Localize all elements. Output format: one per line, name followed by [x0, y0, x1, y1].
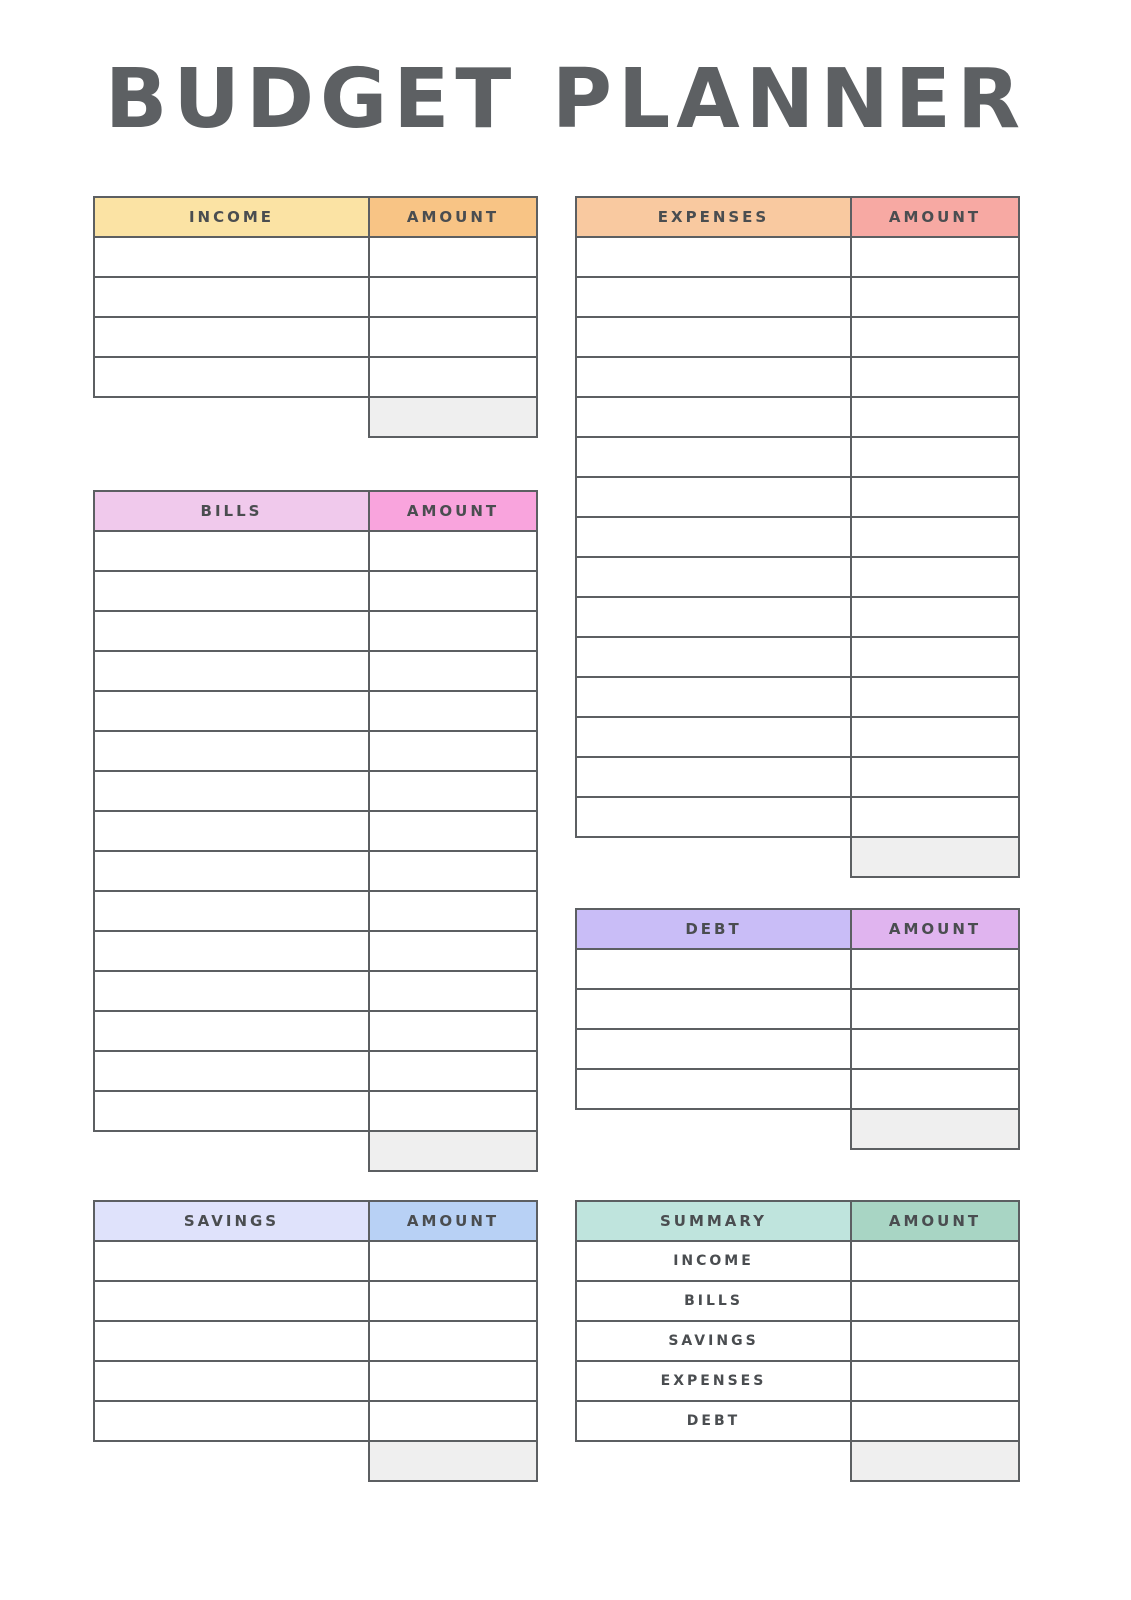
- savings-amount-cell[interactable]: [369, 1321, 537, 1361]
- expenses-amount-cell[interactable]: [851, 637, 1019, 677]
- table-row[interactable]: [576, 1321, 1019, 1361]
- table-row[interactable]: [576, 757, 1019, 797]
- income-name-cell[interactable]: [94, 237, 369, 277]
- summary-row-label-expenses: EXPENSES: [576, 1361, 851, 1401]
- bills-amount-cell[interactable]: [369, 611, 537, 651]
- income-amount-cell[interactable]: [369, 317, 537, 357]
- savings-table: [93, 1200, 538, 1482]
- bills-amount-cell[interactable]: [369, 691, 537, 731]
- table-row[interactable]: [94, 1321, 537, 1361]
- summary-table: [575, 1200, 1020, 1482]
- summary-header-amount: AMOUNT: [851, 1201, 1019, 1241]
- bills-amount-cell[interactable]: [369, 731, 537, 771]
- summary-amount-cell-expenses[interactable]: [851, 1361, 1019, 1401]
- table-row[interactable]: [94, 1401, 537, 1441]
- summary-amount-cell-income[interactable]: [851, 1241, 1019, 1281]
- table-header-row: [94, 197, 537, 237]
- savings-header-label: SAVINGS: [94, 1201, 369, 1241]
- expenses-name-cell[interactable]: [576, 237, 851, 277]
- table-row[interactable]: [576, 1281, 1019, 1321]
- table-row[interactable]: [94, 771, 537, 811]
- summary-amount-cell-savings[interactable]: [851, 1321, 1019, 1361]
- bills-amount-cell[interactable]: [369, 651, 537, 691]
- bills-name-cell[interactable]: [94, 891, 369, 931]
- income-amount-cell[interactable]: [369, 237, 537, 277]
- expenses-name-cell[interactable]: [576, 357, 851, 397]
- table-row[interactable]: [576, 1361, 1019, 1401]
- expenses-amount-cell[interactable]: [851, 357, 1019, 397]
- expenses-amount-cell[interactable]: [851, 517, 1019, 557]
- table-row[interactable]: [576, 1401, 1019, 1441]
- expenses-amount-cell[interactable]: [851, 477, 1019, 517]
- income-name-cell[interactable]: [94, 277, 369, 317]
- bills-header-label: BILLS: [94, 491, 369, 531]
- summary-row-label-savings: SAVINGS: [576, 1321, 851, 1361]
- expenses-name-cell[interactable]: [576, 717, 851, 757]
- expenses-name-cell[interactable]: [576, 597, 851, 637]
- summary-row-label-debt: DEBT: [576, 1401, 851, 1441]
- bills-amount-cell[interactable]: [369, 1051, 537, 1091]
- table-row[interactable]: [94, 1241, 537, 1281]
- expenses-amount-cell[interactable]: [851, 437, 1019, 477]
- savings-amount-cell[interactable]: [369, 1361, 537, 1401]
- table-row[interactable]: [94, 237, 537, 277]
- table-row[interactable]: [94, 731, 537, 771]
- table-total-row[interactable]: [94, 1131, 537, 1171]
- debt-name-cell[interactable]: [576, 989, 851, 1029]
- table-row[interactable]: [576, 557, 1019, 597]
- bills-name-cell[interactable]: [94, 1091, 369, 1131]
- savings-amount-cell[interactable]: [369, 1241, 537, 1281]
- spacer-cell: [94, 1131, 369, 1171]
- table-row[interactable]: [94, 531, 537, 571]
- table-header-row: [94, 491, 537, 531]
- table-row[interactable]: [576, 797, 1019, 837]
- bills-name-cell[interactable]: [94, 611, 369, 651]
- expenses-name-cell[interactable]: [576, 437, 851, 477]
- expenses-amount-cell[interactable]: [851, 237, 1019, 277]
- savings-name-cell[interactable]: [94, 1241, 369, 1281]
- spacer-cell: [94, 397, 369, 437]
- table-total-row[interactable]: [576, 837, 1019, 877]
- summary-total-cell[interactable]: [851, 1441, 1019, 1481]
- expenses-name-cell[interactable]: [576, 757, 851, 797]
- expenses-total-cell[interactable]: [851, 837, 1019, 877]
- expenses-name-cell[interactable]: [576, 797, 851, 837]
- table-total-row[interactable]: [94, 1441, 537, 1481]
- table-total-row[interactable]: [576, 1441, 1019, 1481]
- table-row[interactable]: [576, 597, 1019, 637]
- table-row[interactable]: [576, 677, 1019, 717]
- expenses-name-cell[interactable]: [576, 677, 851, 717]
- debt-amount-cell[interactable]: [851, 949, 1019, 989]
- bills-name-cell[interactable]: [94, 691, 369, 731]
- debt-name-cell[interactable]: [576, 1029, 851, 1069]
- table-row[interactable]: [94, 1281, 537, 1321]
- table-row[interactable]: [576, 437, 1019, 477]
- expenses-name-cell[interactable]: [576, 637, 851, 677]
- debt-amount-cell[interactable]: [851, 989, 1019, 1029]
- bills-name-cell[interactable]: [94, 1051, 369, 1091]
- expenses-header-amount: AMOUNT: [851, 197, 1019, 237]
- income-name-cell[interactable]: [94, 317, 369, 357]
- summary-row-label-bills: BILLS: [576, 1281, 851, 1321]
- table-row[interactable]: [576, 277, 1019, 317]
- table-row[interactable]: [576, 397, 1019, 437]
- bills-amount-cell[interactable]: [369, 851, 537, 891]
- expenses-name-cell[interactable]: [576, 317, 851, 357]
- savings-name-cell[interactable]: [94, 1401, 369, 1441]
- table-row[interactable]: [576, 237, 1019, 277]
- table-row[interactable]: [94, 971, 537, 1011]
- bills-table: [93, 490, 538, 1172]
- table-row[interactable]: [94, 317, 537, 357]
- savings-total-cell[interactable]: [369, 1441, 537, 1481]
- savings-name-cell[interactable]: [94, 1361, 369, 1401]
- expenses-amount-cell[interactable]: [851, 757, 1019, 797]
- savings-amount-cell[interactable]: [369, 1281, 537, 1321]
- expenses-header-label: EXPENSES: [576, 197, 851, 237]
- table-row[interactable]: [94, 277, 537, 317]
- expenses-name-cell[interactable]: [576, 397, 851, 437]
- bills-name-cell[interactable]: [94, 811, 369, 851]
- bills-name-cell[interactable]: [94, 771, 369, 811]
- expenses-amount-cell[interactable]: [851, 677, 1019, 717]
- table-row[interactable]: [94, 891, 537, 931]
- debt-header-label: DEBT: [576, 909, 851, 949]
- table-row[interactable]: [94, 851, 537, 891]
- bills-amount-cell[interactable]: [369, 811, 537, 851]
- spacer-cell: [576, 837, 851, 877]
- table-row[interactable]: [94, 1051, 537, 1091]
- bills-amount-cell[interactable]: [369, 1091, 537, 1131]
- debt-total-cell[interactable]: [851, 1109, 1019, 1149]
- expenses-amount-cell[interactable]: [851, 277, 1019, 317]
- table-header-row: [94, 1201, 537, 1241]
- table-row[interactable]: [94, 571, 537, 611]
- expenses-amount-cell[interactable]: [851, 597, 1019, 637]
- bills-amount-cell[interactable]: [369, 971, 537, 1011]
- bills-amount-cell[interactable]: [369, 891, 537, 931]
- bills-name-cell[interactable]: [94, 731, 369, 771]
- income-name-cell[interactable]: [94, 357, 369, 397]
- table-row[interactable]: [94, 931, 537, 971]
- expenses-name-cell[interactable]: [576, 517, 851, 557]
- income-header-label: INCOME: [94, 197, 369, 237]
- table-row[interactable]: [576, 949, 1019, 989]
- table-row[interactable]: [576, 357, 1019, 397]
- bills-amount-cell[interactable]: [369, 931, 537, 971]
- bills-header-amount: AMOUNT: [369, 491, 537, 531]
- bills-name-cell[interactable]: [94, 851, 369, 891]
- savings-name-cell[interactable]: [94, 1281, 369, 1321]
- bills-name-cell[interactable]: [94, 531, 369, 571]
- expenses-amount-cell[interactable]: [851, 397, 1019, 437]
- expenses-amount-cell[interactable]: [851, 317, 1019, 357]
- income-amount-cell[interactable]: [369, 357, 537, 397]
- table-row[interactable]: [94, 1361, 537, 1401]
- income-amount-cell[interactable]: [369, 277, 537, 317]
- summary-amount-cell-debt[interactable]: [851, 1401, 1019, 1441]
- table-row[interactable]: [576, 317, 1019, 357]
- table-row[interactable]: [576, 637, 1019, 677]
- table-row[interactable]: [576, 1069, 1019, 1109]
- debt-name-cell[interactable]: [576, 949, 851, 989]
- table-header-row: [576, 909, 1019, 949]
- table-row[interactable]: [94, 357, 537, 397]
- table-row[interactable]: [94, 811, 537, 851]
- debt-name-cell[interactable]: [576, 1069, 851, 1109]
- bills-name-cell[interactable]: [94, 1011, 369, 1051]
- savings-amount-cell[interactable]: [369, 1401, 537, 1441]
- bills-amount-cell[interactable]: [369, 771, 537, 811]
- summary-header-label: SUMMARY: [576, 1201, 851, 1241]
- debt-amount-cell[interactable]: [851, 1069, 1019, 1109]
- table-row[interactable]: [576, 1029, 1019, 1069]
- income-table: [93, 196, 538, 438]
- table-total-row[interactable]: [576, 1109, 1019, 1149]
- bills-name-cell[interactable]: [94, 971, 369, 1011]
- bills-total-cell[interactable]: [369, 1131, 537, 1171]
- expenses-amount-cell[interactable]: [851, 717, 1019, 757]
- bills-amount-cell[interactable]: [369, 531, 537, 571]
- bills-amount-cell[interactable]: [369, 571, 537, 611]
- savings-name-cell[interactable]: [94, 1321, 369, 1361]
- summary-row-label-income: INCOME: [576, 1241, 851, 1281]
- expenses-name-cell[interactable]: [576, 557, 851, 597]
- table-row[interactable]: [576, 517, 1019, 557]
- page-title: BUDGET PLANNER: [104, 52, 1027, 147]
- spacer-cell: [576, 1441, 851, 1481]
- bills-name-cell[interactable]: [94, 571, 369, 611]
- income-header-amount: AMOUNT: [369, 197, 537, 237]
- debt-amount-cell[interactable]: [851, 1029, 1019, 1069]
- table-row[interactable]: [576, 1241, 1019, 1281]
- table-row[interactable]: [94, 691, 537, 731]
- table-row[interactable]: [94, 1011, 537, 1051]
- table-row[interactable]: [576, 989, 1019, 1029]
- income-total-cell[interactable]: [369, 397, 537, 437]
- expenses-name-cell[interactable]: [576, 477, 851, 517]
- expenses-table: [575, 196, 1020, 878]
- bills-amount-cell[interactable]: [369, 1011, 537, 1051]
- table-row[interactable]: [576, 717, 1019, 757]
- bills-name-cell[interactable]: [94, 931, 369, 971]
- debt-header-amount: AMOUNT: [851, 909, 1019, 949]
- expenses-name-cell[interactable]: [576, 277, 851, 317]
- table-row[interactable]: [94, 1091, 537, 1131]
- table-header-row: [576, 197, 1019, 237]
- spacer-cell: [94, 1441, 369, 1481]
- savings-header-amount: AMOUNT: [369, 1201, 537, 1241]
- expenses-amount-cell[interactable]: [851, 797, 1019, 837]
- table-header-row: [576, 1201, 1019, 1241]
- debt-table: [575, 908, 1020, 1150]
- table-row[interactable]: [576, 477, 1019, 517]
- expenses-amount-cell[interactable]: [851, 557, 1019, 597]
- table-row[interactable]: [94, 611, 537, 651]
- table-total-row[interactable]: [94, 397, 537, 437]
- spacer-cell: [576, 1109, 851, 1149]
- bills-name-cell[interactable]: [94, 651, 369, 691]
- table-row[interactable]: [94, 651, 537, 691]
- summary-amount-cell-bills[interactable]: [851, 1281, 1019, 1321]
